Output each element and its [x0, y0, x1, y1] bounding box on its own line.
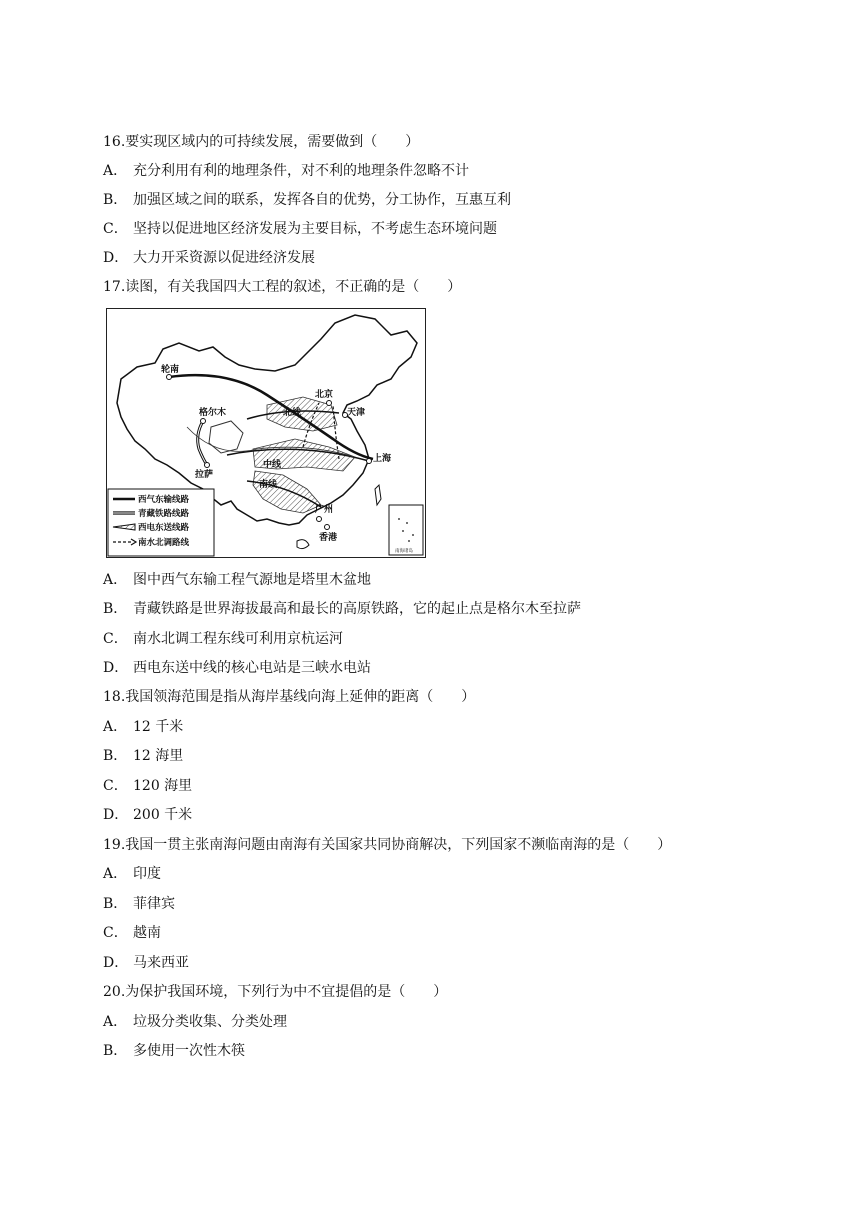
question-18-stem: 18.我国领海范围是指从海岸基线向海上延伸的距离（ ） — [103, 689, 476, 705]
question-17-option-d[interactable] — [103, 659, 371, 677]
label-xianggang: 香港 — [319, 533, 338, 543]
legend-gas-label: 西气东输线路 — [138, 495, 190, 505]
option-letter: B． — [103, 748, 128, 764]
xianggang-dot — [325, 525, 330, 530]
china-four-projects-map — [106, 308, 426, 558]
option-text: 120 海里 — [133, 778, 193, 794]
lunnan-dot — [167, 375, 172, 380]
option-letter: C． — [103, 925, 128, 941]
inset-island-dot — [402, 530, 404, 532]
hainan-island — [297, 540, 309, 549]
map-figure — [107, 309, 425, 557]
option-letter: B． — [103, 601, 128, 617]
option-letter: D． — [103, 955, 129, 971]
legend-water-label: 南水北调路线 — [138, 538, 190, 548]
question-20-option-a[interactable] — [103, 1013, 287, 1031]
option-letter: A． — [103, 866, 128, 882]
option-text: 多使用一次性木筷 — [133, 1043, 245, 1059]
question-16-option-a[interactable] — [103, 162, 469, 180]
option-letter: C． — [103, 778, 128, 794]
label-guangzhou: 广州 — [315, 505, 334, 515]
option-letter: D． — [103, 660, 129, 676]
guangzhou-dot — [317, 517, 322, 522]
inset-label: 南海诸岛 — [395, 549, 413, 554]
label-tianjin: 天津 — [347, 408, 366, 418]
option-letter: D． — [103, 250, 129, 266]
taiwan-island — [375, 485, 381, 505]
option-text: 青藏铁路是世界海拔最高和最长的高原铁路，它的起止点是格尔木至拉萨 — [133, 601, 581, 617]
nanxian-corridor — [253, 471, 321, 513]
question-18-option-c[interactable] — [103, 777, 192, 795]
question-20-stem: 20.为保护我国环境，下列行为中不宜提倡的是（ ） — [103, 984, 448, 1000]
option-text: 图中西气东输工程气源地是塔里木盆地 — [133, 572, 371, 588]
label-lunnan: 轮南 — [161, 365, 180, 375]
question-18-option-d[interactable] — [103, 806, 192, 824]
question-20-option-b[interactable] — [103, 1042, 245, 1060]
question-17-option-b[interactable] — [103, 600, 581, 618]
label-shanghai: 上海 — [373, 454, 392, 464]
question-16-stem: 16.要实现区域内的可持续发展，需要做到（ ） — [103, 134, 420, 150]
question-17-option-c[interactable] — [103, 630, 343, 648]
option-letter: B． — [103, 192, 128, 208]
sichuan-basin — [209, 421, 243, 453]
label-lasa: 拉萨 — [195, 470, 214, 480]
label-beixian: 北线 — [283, 408, 302, 418]
option-text: 菲律宾 — [133, 896, 175, 912]
option-letter: A． — [103, 163, 128, 179]
question-16-option-d[interactable] — [103, 249, 315, 267]
geermu-dot — [201, 419, 206, 424]
label-beijing: 北京 — [315, 390, 334, 400]
question-16-option-c[interactable] — [103, 220, 497, 238]
option-text: 南水北调工程东线可利用京杭运河 — [133, 631, 343, 647]
question-17-option-a[interactable] — [103, 571, 371, 589]
inset-island-dot — [406, 522, 408, 524]
option-text: 大力开采资源以促进经济发展 — [133, 250, 315, 266]
label-zhongxian: 中线 — [263, 460, 282, 470]
option-text: 越南 — [133, 925, 161, 941]
label-geermu: 格尔木 — [199, 408, 227, 418]
beijing-dot — [327, 401, 332, 406]
option-letter: A． — [103, 719, 128, 735]
option-text: 马来西亚 — [133, 955, 189, 971]
option-letter: C． — [103, 631, 128, 647]
inset-island-dot — [398, 518, 400, 520]
option-text: 加强区域之间的联系，发挥各自的优势，分工协作，互惠互利 — [133, 192, 511, 208]
question-19-stem: 19.我国一贯主张南海问题由南海有关国家共同协商解决，下列国家不濒临南海的是（ ） — [103, 837, 672, 853]
inset-island-dot — [412, 534, 414, 536]
option-letter: B． — [103, 896, 128, 912]
option-text: 12 海里 — [133, 748, 184, 764]
option-letter: C． — [103, 221, 128, 237]
lasa-dot — [205, 463, 210, 468]
option-text: 西电东送中线的核心电站是三峡水电站 — [133, 660, 371, 676]
option-letter: D． — [103, 807, 129, 823]
option-letter: A． — [103, 1014, 128, 1030]
option-text: 充分利用有利的地理条件，对不利的地理条件忽略不计 — [133, 163, 469, 179]
label-nanxian: 南线 — [259, 480, 278, 490]
legend-railway-label: 青藏铁路线路 — [138, 509, 190, 519]
question-19-option-a[interactable] — [103, 865, 161, 883]
inset-box — [389, 505, 423, 555]
legend-power-label: 西电东送线路 — [138, 523, 190, 533]
question-17-stem: 17.读图，有关我国四大工程的叙述，不正确的是（ ） — [103, 279, 462, 295]
question-19-option-b[interactable] — [103, 895, 175, 913]
option-text: 12 千米 — [133, 719, 184, 735]
option-text: 垃圾分类收集、分类处理 — [133, 1014, 287, 1030]
railway-line — [198, 421, 207, 465]
question-19-option-c[interactable] — [103, 924, 161, 942]
question-18-option-b[interactable] — [103, 747, 183, 765]
shanghai-dot — [367, 459, 372, 464]
question-18-option-a[interactable] — [103, 718, 183, 736]
option-text: 200 千米 — [133, 807, 193, 823]
option-letter: B． — [103, 1043, 128, 1059]
question-19-option-d[interactable] — [103, 954, 189, 972]
question-16-option-b[interactable] — [103, 191, 511, 209]
option-text: 坚持以促进地区经济发展为主要目标，不考虑生态环境问题 — [133, 221, 497, 237]
option-letter: A． — [103, 572, 128, 588]
option-text: 印度 — [133, 866, 161, 882]
inset-island-dot — [408, 540, 410, 542]
